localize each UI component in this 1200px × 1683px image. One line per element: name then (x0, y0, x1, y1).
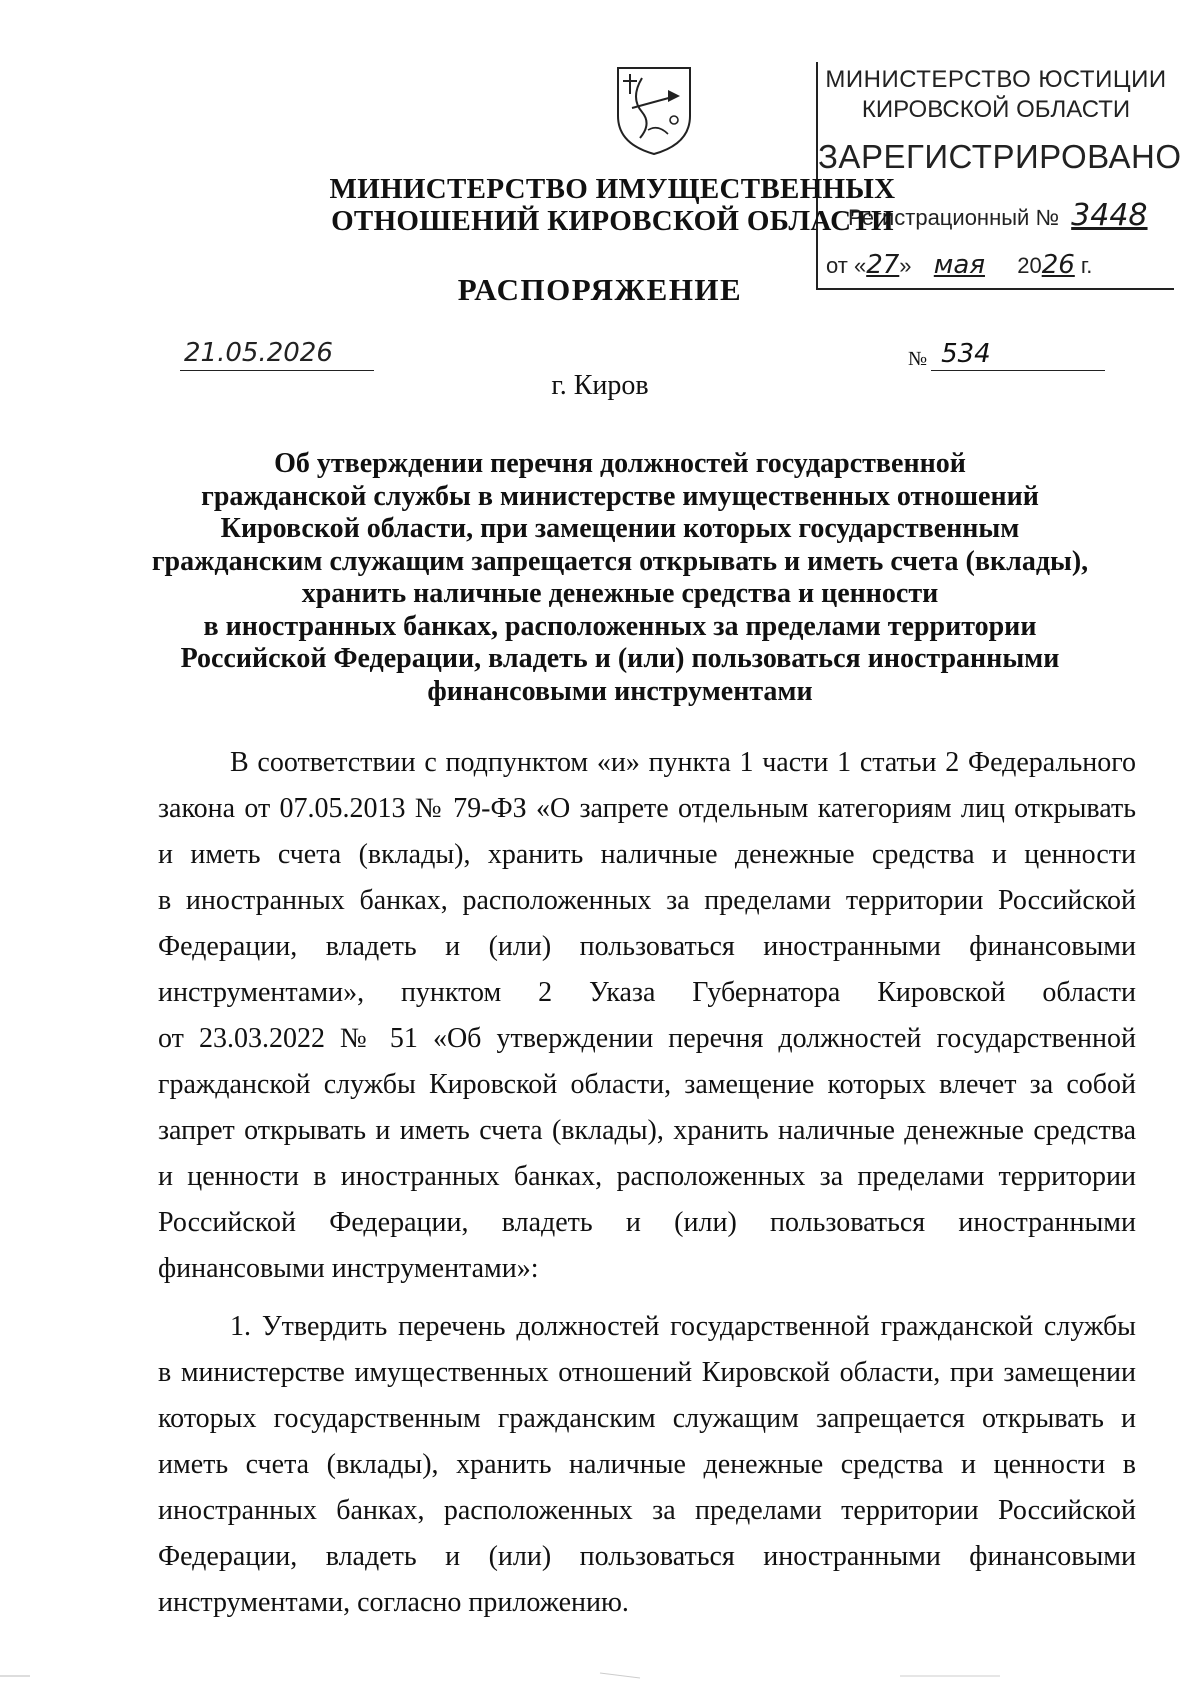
body-line: которых государственным гражданским служащим запрещается открывать и (158, 1403, 1136, 1434)
title-line: гражданским служащим запрещается открывать и иметь счета (вклады), (151, 545, 1089, 577)
city-name: г. Киров (551, 370, 649, 401)
body-line: 1. Утвердить перечень должностей государственной гражданской службы (230, 1311, 1136, 1342)
document-number-value: 534 (931, 338, 1105, 371)
ministry-name-line-2: ОТНОШЕНИЙ КИРОВСКОЙ ОБЛАСТИ (331, 205, 894, 237)
coat-of-arms-icon (612, 64, 696, 156)
document-number (908, 338, 1105, 371)
body-line: инструментами», пунктом 2 Указа Губернатора Кировской области (158, 977, 1136, 1008)
stamp-reg-number: 3448 (1071, 198, 1148, 233)
stamp-line-region: КИРОВСКОЙ ОБЛАСТИ (861, 96, 1131, 123)
body-line: инструментами, согласно приложению. (158, 1587, 629, 1618)
item-1-paragraph (158, 1304, 1136, 1626)
body-line: Федерации, владеть и (или) пользоваться иностранными финансовыми (158, 931, 1136, 962)
document-type-heading: РАСПОРЯЖЕНИЕ (457, 272, 743, 307)
title-line: финансовыми инструментами (427, 675, 813, 707)
stamp-date-month: мая (933, 250, 985, 280)
document-body (158, 740, 1136, 1626)
title-line: хранить наличные денежные средства и ценности (301, 578, 939, 609)
body-line: в иностранных банках, расположенных за пределами территории Российской (158, 885, 1136, 916)
stamp-date-year-suffix: 26 (1041, 250, 1075, 280)
scan-edge-marks (0, 1670, 1200, 1683)
body-line: от 23.03.2022 № 51 «Об утверждении перечня должностей государственной (158, 1023, 1136, 1054)
body-line: В соответствии с подпунктом «и» пункта 1 части 1 статьи 2 Федерального (230, 747, 1136, 778)
body-line: Федерации, владеть и (или) пользоваться иностранными финансовыми (158, 1541, 1136, 1572)
stamp-date-end: г. (1080, 253, 1093, 278)
stamp-date-year-prefix: 20 (1017, 253, 1042, 278)
title-line: Кировской области, при замещении которых государственным (220, 513, 1020, 544)
body-line: иметь счета (вклады), хранить наличные денежные средства и ценности в (158, 1449, 1136, 1480)
stamp-date-prefix: от « (826, 253, 867, 278)
body-line: закона от 07.05.2013 № 79-ФЗ «О запрете отдельным категориям лиц открывать (158, 793, 1136, 824)
preamble-paragraph (158, 740, 1136, 1292)
body-line: иностранных банках, расположенных за пределами территории Российской (158, 1495, 1136, 1526)
body-line: запрет открывать и иметь счета (вклады), хранить наличные денежные средства (158, 1115, 1136, 1146)
stamp-date-day: 27 (866, 250, 900, 280)
title-line: Об утверждении перечня должностей государственной (274, 448, 966, 479)
stamp-reg-label: Регистрационный № (848, 205, 1060, 230)
body-line: в министерстве имущественных отношений Кировской области, при замещении (158, 1357, 1136, 1388)
stamp-line-registered: ЗАРЕГИСТРИРОВАНО (818, 138, 1182, 175)
document-title (140, 448, 1100, 708)
body-line: финансовыми инструментами»: (158, 1253, 539, 1284)
title-line: гражданской службы в министерстве имущественных отношений (201, 480, 1039, 512)
title-line: в иностранных банках, расположенных за пределами территории (203, 610, 1037, 642)
body-line: Российской Федерации, владеть и (или) пользоваться иностранными (158, 1207, 1136, 1238)
document-date: 21.05.2026 (180, 336, 374, 371)
body-line: и иметь счета (вклады), хранить наличные денежные средства и ценности (158, 839, 1136, 870)
document-number-label: № (908, 348, 928, 370)
body-line: и ценности в иностранных банках, расположенных за пределами территории (158, 1161, 1136, 1192)
stamp-date-mid: » (899, 253, 912, 278)
body-line: гражданской службы Кировской области, замещение которых влечет за собой (158, 1069, 1136, 1100)
title-line: Российской Федерации, владеть и (или) пользоваться иностранными (180, 643, 1060, 674)
ministry-name-line-1: МИНИСТЕРСТВО ИМУЩЕСТВЕННЫХ (329, 173, 896, 205)
stamp-line-ministry: МИНИСТЕРСТВО ЮСТИЦИИ (825, 66, 1167, 93)
